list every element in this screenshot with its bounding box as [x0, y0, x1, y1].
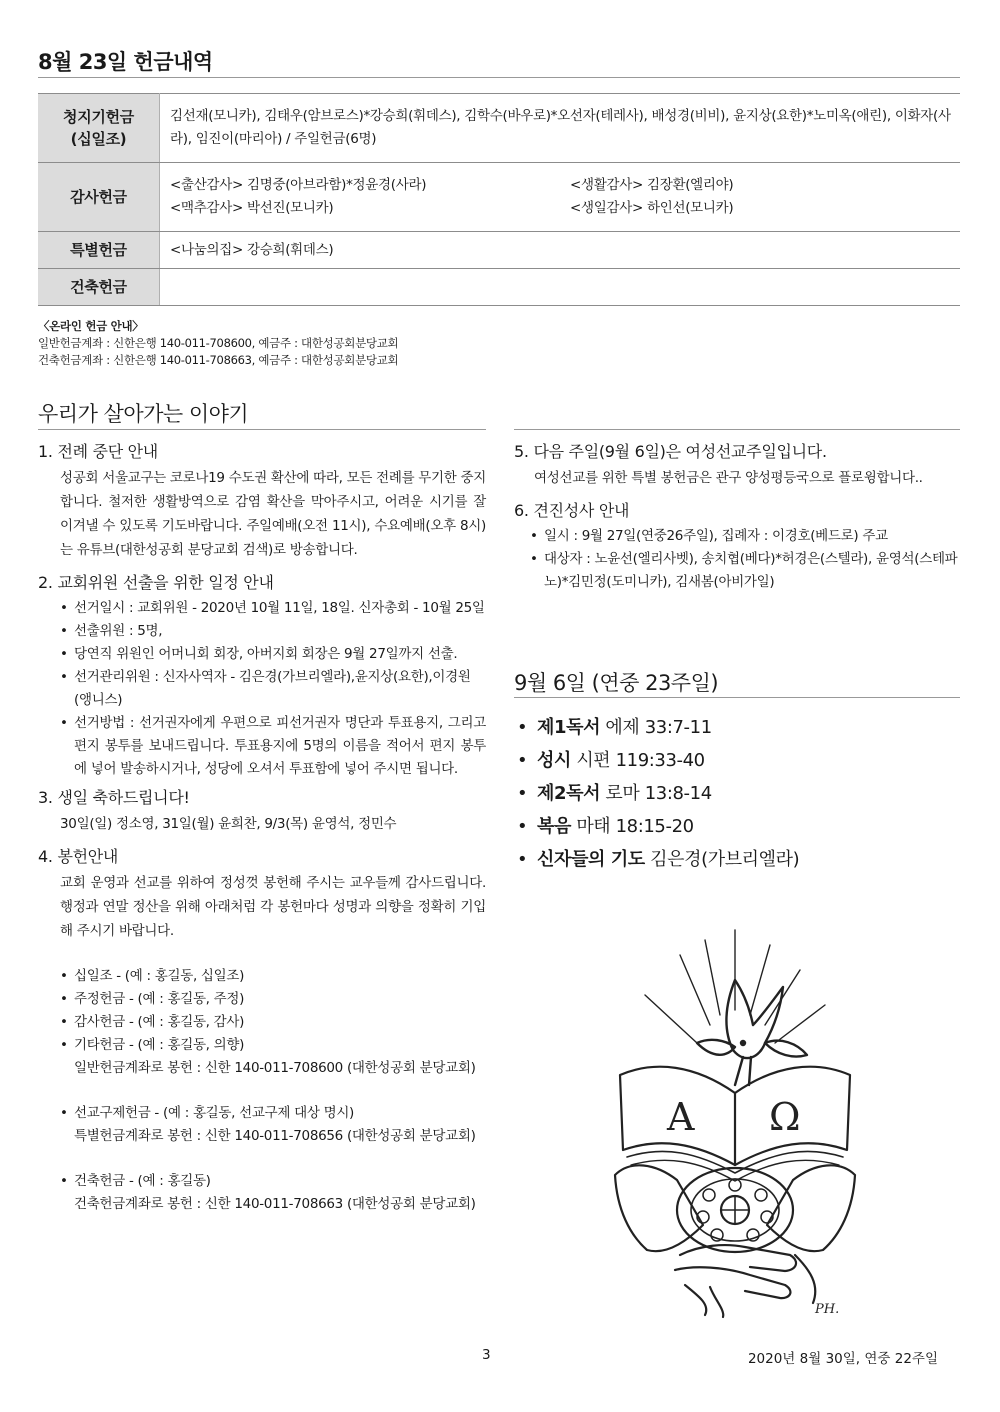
thanks-birthday: <생일감사> 하인선(모니카): [570, 200, 734, 216]
story2-list: [38, 597, 486, 781]
story4-group2-account: 특별헌금계좌로 봉헌 : 신한 140-011-708656 (대한성공회 분당교회): [74, 1128, 476, 1144]
offering-table: [38, 93, 960, 306]
story4-item: • 기타헌금 - (예 : 홍길동, 의향): [60, 1034, 486, 1057]
offering-row-tithe: [38, 94, 960, 163]
thanks-birth: <출산감사> 김명중(아브라함)*정윤경(사라): [170, 177, 427, 193]
rays-icon: [645, 930, 825, 1043]
story4-heading: 4. 봉헌안내: [38, 847, 119, 866]
offering-label-building: 건축헌금: [38, 269, 160, 306]
page-number: 3: [482, 1347, 491, 1363]
reading-item: [517, 712, 799, 744]
story5-body: 여성선교를 위한 특별 봉헌금은 관구 양성평등국으로 플로윙합니다..: [534, 470, 923, 486]
story2-item: • 선거일시 : 교회위원 - 2020년 10월 11일, 18일. 신자총회 - 10월 25일: [60, 597, 486, 620]
offering-title: 8월 23일 헌금내역: [38, 50, 213, 74]
reading-item: [517, 811, 799, 843]
offering-title-rule: [38, 77, 960, 78]
omega-letter: Ω: [769, 1095, 801, 1139]
story1-heading: 1. 전례 중단 안내: [38, 442, 158, 461]
story4-item: • 감사헌금 - (예 : 홍길동, 감사): [60, 1011, 486, 1034]
reading-text: 마태 18:15-20: [576, 816, 694, 837]
reading-item: [517, 844, 799, 876]
reading-item: [517, 778, 799, 810]
offering-label-thanks: 감사헌금: [38, 163, 160, 232]
online-offering-info: [38, 318, 398, 369]
story4-item: • 선교구제헌금 - (예 : 홍길동, 선교구제 대상 명시): [60, 1102, 486, 1125]
story4-item: • 주정헌금 - (예 : 홍길동, 주정): [60, 988, 486, 1011]
readings-list: [517, 712, 799, 877]
reading-label: 성시: [537, 750, 571, 771]
story2-item: • 선출위원 : 5명,: [60, 620, 486, 643]
story4-group1-account: 일반헌금계좌로 봉헌 : 신한 140-011-708600 (대한성공회 분당교회): [74, 1060, 476, 1076]
online-heading: 〈온라인 헌금 안내〉: [38, 319, 144, 333]
story2-item: • 선거방법 : 선거권자에게 우편으로 피선거권자 명단과 투표용지, 그리고 편지 봉투를 보내드립니다. 투표용지에 5명의 이름을 적어서 편지 봉투에 넣어 발송하시거나, 성당에 오셔서 투표함에 넣어 주시면 됩니다.: [60, 712, 486, 781]
footer-date: 2020년 8월 30일, 연중 22주일: [747, 1351, 938, 1367]
stories-right-column: [514, 441, 960, 594]
reading-text: 에제 33:7-11: [605, 717, 712, 738]
story4-group1-list: [38, 965, 486, 1057]
reading-text: 김은경(가브리엘라): [650, 849, 800, 870]
dove-bible-hands-icon: [585, 925, 885, 1320]
reading-item: [517, 745, 799, 777]
story2-heading: 2. 교회위원 선출을 위한 일정 안내: [38, 573, 274, 592]
story6-item: • 대상자 : 노윤선(엘리사벳), 송치협(베다)*허경은(스텔라), 윤영석(스테파노)*김민정(도미니카), 김새봄(아비가일): [530, 548, 960, 594]
illustration-signature: PH.: [815, 1302, 840, 1317]
story4-item: • 십일조 - (예 : 홍길동, 십일조): [60, 965, 486, 988]
story4-group3-account: 건축헌금계좌로 봉헌 : 신한 140-011-708663 (대한성공회 분당교회): [74, 1196, 476, 1212]
offering-label-special: 특별헌금: [38, 232, 160, 269]
next-sunday-title: 9월 6일 (연중 23주일): [514, 671, 719, 695]
reading-label: 복음: [537, 816, 571, 837]
story6-heading: 6. 견진성사 안내: [514, 501, 630, 520]
offering-content-tithe: 김선재(모니카), 김태우(암브로스)*강승희(휘데스), 김학수(바우로)*오선자(테레사), 배성경(비비), 윤지상(요한)*노미옥(애린), 이화자(사라), 임진이(마리아) / 주일헌금(6명): [160, 94, 961, 163]
offering-label-tithe: [38, 94, 160, 163]
reading-text: 로마 13:8-14: [605, 783, 712, 804]
story3-body: 30일(일) 정소영, 31일(월) 윤희찬, 9/3(목) 윤영석, 정민수: [60, 816, 397, 832]
offering-content-thanks: [160, 163, 961, 232]
offering-content-special: <나눔의집> 강승희(휘데스): [160, 232, 961, 269]
reading-label: 제1독서: [537, 717, 601, 738]
alpha-letter: A: [667, 1095, 695, 1139]
story4-group3-list: [38, 1170, 486, 1193]
offering-row-special: [38, 232, 960, 269]
stories-rule-right: [514, 429, 960, 430]
story4-body: 교회 운영과 선교를 위하여 정성껏 봉헌해 주시는 교우들께 감사드립니다. 행정과 연말 정산을 위해 아래처럼 각 봉헌마다 성명과 의향을 정확히 기입해 주시기 바랍니다.: [60, 875, 486, 939]
story2-item: • 선거관리위원 : 신자사역자 - 김은경(가브리엘라),윤지상(요한),이경원(앵니스): [60, 666, 486, 712]
thanks-life: <생활감사> 김장환(엘리야): [570, 177, 734, 193]
stories-left-column: [38, 441, 486, 1216]
online-general-account: 일반헌금계좌 : 신한은행 140-011-708600, 예금주 : 대한성공회분당교회: [38, 336, 399, 350]
reading-label: 신자들의 기도: [537, 849, 645, 870]
offering-row-building: [38, 269, 960, 306]
story1-body: 성공회 서울교구는 코로나19 수도권 확산에 따라, 모든 전례를 무기한 중지합니다. 철저한 생활방역으로 감염 확산을 막아주시고, 어려운 시기를 잘 이겨낼 수 있도록 기도바랍니다. 주일예배(오전 11시), 수요예배(오후 8시)는 유튜브(대한성공회 분당교회 검색)로 방송합니다.: [60, 470, 486, 558]
reading-text: 시편 119:33-40: [576, 750, 705, 771]
story4-group2-list: [38, 1102, 486, 1125]
story6-list: [514, 525, 960, 594]
story5-heading: 5. 다음 주일(9월 6일)은 여성선교주일입니다.: [514, 442, 827, 461]
next-sunday-rule: [514, 697, 960, 698]
story4-item: • 건축헌금 - (예 : 홍길동): [60, 1170, 486, 1193]
story3-heading: 3. 생일 축하드립니다!: [38, 788, 190, 807]
story2-item: • 당연직 위원인 어머니회 회장, 아버지회 회장은 9월 27일까지 선출.: [60, 643, 486, 666]
stories-rule-left: [38, 429, 486, 430]
tithe-label-line1: 청지기헌금: [63, 108, 134, 126]
offering-row-thanks: [38, 163, 960, 232]
stories-title: 우리가 살아가는 이야기: [38, 402, 249, 426]
story6-item: • 일시 : 9월 27일(연중26주일), 집례자 : 이경호(베드로) 주교: [530, 525, 960, 548]
reading-label: 제2독서: [537, 783, 601, 804]
offering-content-building: [160, 269, 961, 306]
tithe-label-line2: (십일조): [70, 130, 127, 148]
thanks-harvest: <맥추감사> 박선진(모니카): [170, 200, 334, 216]
online-building-account: 건축헌금계좌 : 신한은행 140-011-708663, 예금주 : 대한성공회분당교회: [38, 353, 399, 367]
